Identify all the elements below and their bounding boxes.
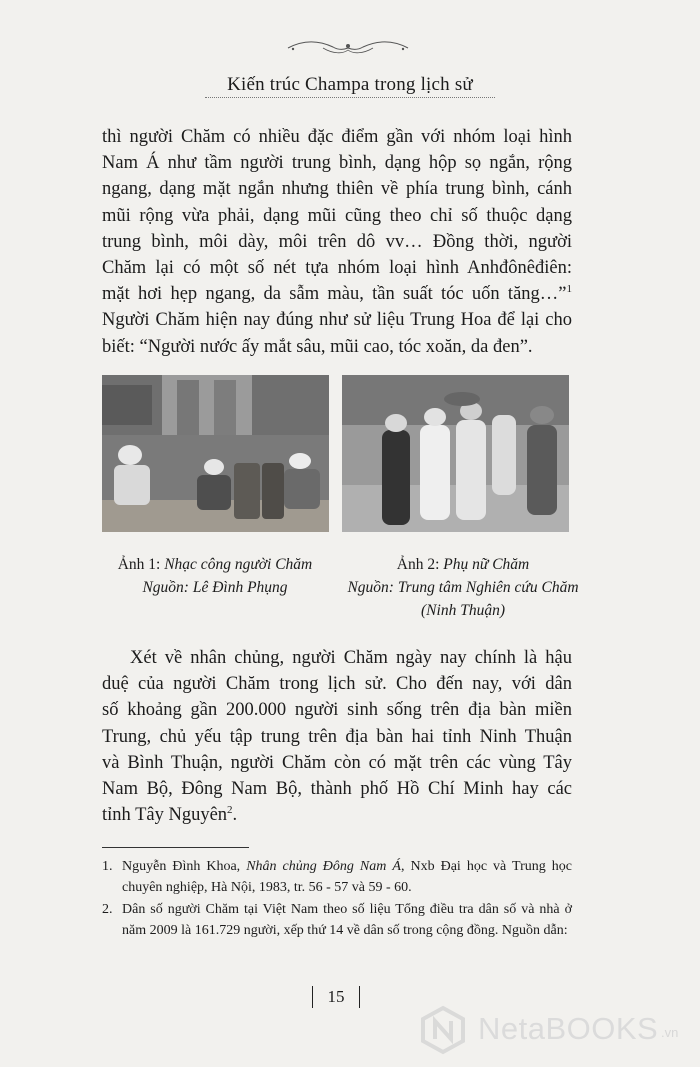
photo-women-image bbox=[342, 375, 569, 532]
photo-cham-musicians bbox=[102, 375, 329, 532]
paragraph1-line-text: Nam Á như tầm người trung bình, dạng hộp sọ ngắn, rộng bbox=[102, 153, 572, 174]
photo-2-caption-source: Nguồn: Trung tâm Nghiên cứu Chăm bbox=[347, 579, 579, 596]
netabooks-logo-icon bbox=[418, 1005, 468, 1055]
paragraph2-line bbox=[102, 671, 572, 697]
paragraph1-line-text: mặt hơi hẹp ngang, da sẫm màu, tần suất tóc uốn tăng…” bbox=[102, 284, 567, 305]
footnote-text-part: Dân số người Chăm tại Việt Nam theo số liệu Tổng điều tra dân số và nhà ở năm 2009 là 161.729 người, xếp thứ 14 về dân số trong cộng đồng. Nguồn dẫn: bbox=[122, 902, 572, 938]
photo-musicians-image bbox=[102, 375, 329, 532]
paragraph1-line bbox=[102, 124, 572, 150]
paragraph2-line-text: số khoảng gần 200.000 người sinh sống trên địa bàn miền bbox=[102, 700, 572, 721]
paragraph2-line bbox=[102, 724, 572, 750]
paragraph2-line-text: Nam Bộ, Đông Nam Bộ, thành phố Hồ Chí Minh hay các bbox=[102, 779, 572, 800]
paragraph1-line bbox=[102, 281, 572, 307]
paragraph2-line-text: tỉnh Tây Nguyên bbox=[102, 805, 228, 826]
footnote-book-title: Nhân chủng Đông Nam Á bbox=[246, 859, 401, 874]
paragraph1-line-text: Chăm lại có một số nét tựa nhóm loại hình Anhđônêđiên: bbox=[102, 258, 572, 279]
paragraph1-line-text: ngang, dạng mặt ngắn nhưng thiên về phía trung bình, cánh bbox=[102, 179, 572, 200]
paragraph2-line bbox=[102, 645, 572, 671]
photo-2-caption-title: Ảnh 2: Phụ nữ Chăm bbox=[396, 556, 530, 573]
paragraph1-line bbox=[102, 203, 572, 229]
paragraph2-line-text: duệ của người Chăm trong lịch sử. Cho đến nay, với dân bbox=[102, 674, 572, 695]
paragraph1-line bbox=[102, 229, 572, 255]
footnote-ref: 2 bbox=[227, 804, 233, 817]
header-divider bbox=[205, 97, 495, 99]
paragraph2-line bbox=[102, 697, 572, 723]
footnote-text-part: Nguyễn Đình Khoa, bbox=[122, 859, 247, 874]
paragraph-1 bbox=[102, 124, 572, 360]
paragraph2-line bbox=[102, 776, 572, 802]
paragraph2-line-text: Trung, chủ yếu tập trung trên địa bàn hai tỉnh Ninh Thuận bbox=[102, 726, 572, 747]
paragraph1-line-text: trung bình, môi dày, môi trên dô vv… Đồng thời, người bbox=[102, 231, 572, 252]
paragraph2-line bbox=[102, 802, 572, 828]
paragraph1-line bbox=[102, 255, 572, 281]
paragraph1-line-text: mũi rộng vừa phải, dạng mũi cũng theo chỉ số thuộc dạng bbox=[102, 205, 572, 226]
footnote-number: 1. bbox=[102, 859, 113, 874]
header-ornament-icon bbox=[283, 38, 413, 58]
running-header: Kiến trúc Champa trong lịch sử bbox=[227, 74, 473, 95]
photo-1-caption-title: Ảnh 1: Nhạc công người Chăm bbox=[117, 556, 313, 573]
photo-1-caption-source: Nguồn: Lê Đình Phụng bbox=[142, 579, 288, 596]
footnote-text-part: , Nxb Đại học và Trung học chuyên nghiệp, Hà Nội, 1983, tr. 56 - 57 và 59 - 60. bbox=[122, 859, 572, 895]
paragraph1-line bbox=[102, 150, 572, 176]
photo-1-caption bbox=[90, 553, 340, 599]
footnote-divider bbox=[102, 847, 249, 848]
footnote-item bbox=[102, 900, 572, 941]
photo-2-caption bbox=[338, 553, 588, 622]
page-number: 15 bbox=[312, 986, 360, 1008]
footnote-ref: 1 bbox=[566, 283, 572, 296]
paragraph1-line bbox=[102, 334, 572, 360]
paragraph2-line bbox=[102, 750, 572, 776]
watermark-tld: .vn bbox=[661, 1025, 679, 1040]
footnote-text bbox=[122, 900, 572, 941]
paragraph1-line bbox=[102, 307, 572, 333]
photo-cham-women bbox=[342, 375, 569, 532]
paragraph1-line-text: Người Chăm hiện nay đúng như sử liệu Trung Hoa để lại cho bbox=[102, 310, 572, 331]
paragraph-2 bbox=[102, 645, 572, 828]
paragraph1-line-text: thì người Chăm có nhiều đặc điểm gần với nhóm loại hình bbox=[102, 127, 572, 147]
footnotes bbox=[102, 857, 572, 943]
footnote-item bbox=[102, 857, 572, 898]
footnote-text bbox=[122, 857, 572, 898]
footnote-number: 2. bbox=[102, 902, 113, 917]
watermark-brand: NetaBOOKS bbox=[478, 1011, 659, 1046]
paragraph1-line-text: biết: “Người nước ấy mắt sâu, mũi cao, tóc xoăn, da đen”. bbox=[102, 336, 533, 357]
paragraph1-line bbox=[102, 176, 572, 202]
paragraph2-line-text: và Bình Thuận, người Chăm còn có mặt trên các vùng Tây bbox=[102, 752, 572, 773]
paragraph2-end-punct: . bbox=[232, 805, 238, 826]
photo-2-caption-source-cont: (Ninh Thuận) bbox=[421, 602, 505, 619]
watermark bbox=[418, 1005, 688, 1055]
paragraph2-line-text: Xét về nhân chủng, người Chăm ngày nay chính là hậu bbox=[130, 648, 572, 668]
